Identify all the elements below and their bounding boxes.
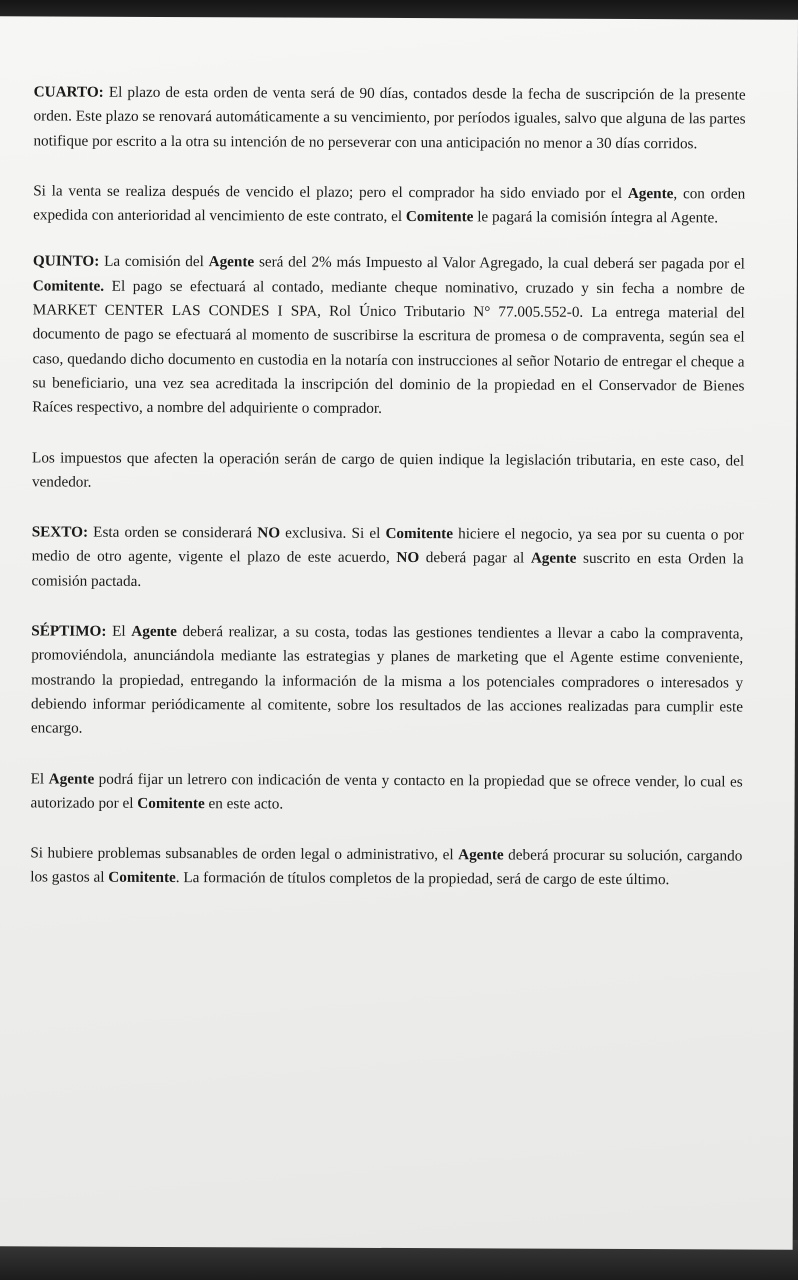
text-run: Esta orden se considerará xyxy=(87,523,258,542)
text-run: Si la venta se realiza después de vencido el plazo; pero el comprador ha sido enviado por el xyxy=(33,182,628,202)
text-run: será del 2% más Impuesto al Valor Agregado, la cual deberá ser pagada por el xyxy=(254,253,745,273)
text-run: suscrito en esta Orden la comisión pactada. xyxy=(31,550,744,590)
term-comitente: Comitente xyxy=(137,794,205,812)
term-no: NO xyxy=(257,524,281,542)
clause-septimo-paragraph-2 xyxy=(31,767,743,819)
term-comitente: Comitente xyxy=(405,208,474,226)
text-run: El pago se efectuará al contado, mediante cheque nominativo, cruzado y sin fecha a nombre de MARKET CENTER LAS CONDES I SPA, Rol Único Tributario N° 77.005.552-0. La entrega material del documento de pago se efectuará al momento de suscribirse la escritura de promesa o de compraventa, según sea el caso, quedando dicho documento en custodia en la notaría con instrucciones al señor Notario de entregar el cheque a su beneficiario, una vez sea acreditada la inscripción del dominio de la propiedad en el Conservador de Bienes Raíces respectivo, a nombre del adquiriente o comprador. xyxy=(32,277,745,418)
term-agente: Agente xyxy=(131,622,177,641)
term-comitente: Comitente xyxy=(385,525,454,543)
text-run: El xyxy=(30,769,49,788)
text-run: podrá fijar un letrero con indicación de venta y contacto en la propiedad que se ofrece vender, lo cual es autorizado por el xyxy=(30,770,743,812)
clause-cuarto xyxy=(33,80,745,156)
text-run: Los impuestos que afecten la operación serán de cargo de quien indique la legislación tributaria, en este caso, del vendedor. xyxy=(31,448,745,491)
text-run: , con orden expedida con anterioridad al vencimiento de este contrato, el xyxy=(33,185,746,226)
term-agente: Agente xyxy=(530,550,577,568)
text-run: Si hubiere problemas subsanables de orden legal o administrativo, el xyxy=(30,844,459,864)
term-agente: Agente xyxy=(48,770,95,788)
text-run: deberá pagar al xyxy=(419,549,531,568)
text-run: . La formación de títulos completos de la propiedad, será de cargo de este último. xyxy=(175,869,670,889)
text-run: deberá procurar su solución, cargando los gastos al xyxy=(30,846,743,887)
document-page xyxy=(0,16,798,1249)
term-comitente: Comitente. xyxy=(32,277,105,295)
clause-heading: SEXTO: xyxy=(31,523,89,541)
clause-quinto-paragraph-2 xyxy=(32,446,744,498)
term-agente: Agente xyxy=(627,184,674,203)
clause-quinto xyxy=(32,250,745,423)
term-no: NO xyxy=(396,549,420,567)
clause-text: El plazo de esta orden de venta será de 90 días, contados desde la fecha de suscripción de la presente orden. Este plazo se renovará automáticamente a su vencimiento, por períodos iguales, salvo que alguna de las partes notifique por escrito a la otra su intención de no perseverar con una anticipación no menor a 30 días corridos. xyxy=(33,83,746,152)
text-run: exclusiva. Si el xyxy=(279,524,386,543)
term-agente: Agente xyxy=(208,253,255,271)
clause-heading: QUINTO: xyxy=(32,252,100,271)
clause-cuarto-paragraph-2 xyxy=(33,179,745,231)
clause-heading: SÉPTIMO: xyxy=(31,622,107,640)
clause-sexto xyxy=(31,521,743,597)
text-run: La comisión del xyxy=(99,253,209,271)
text-run: en este acto. xyxy=(204,794,284,813)
clause-septimo-paragraph-3 xyxy=(30,842,742,894)
text-run: le pagará la comisión íntegra al Agente. xyxy=(473,208,719,227)
clause-septimo xyxy=(31,619,744,744)
clause-heading: CUARTO: xyxy=(33,83,104,101)
text-run: hiciere el negocio, ya sea por su cuenta o por medio de otro agente, vigente el plazo de este acuerdo, xyxy=(31,525,744,567)
term-comitente: Comitente xyxy=(108,869,176,887)
text-run: deberá realizar, a su costa, todas las gestiones tendientes a llevar a cabo la compraventa, promoviéndola, anunciándola mediante las estrategias y planes de marketing que el Agente estime conveniente, mostrando la propiedad, entregando la información de la misma a los potenciales compradores o interesados y debiendo informar periódicamente al comitente, sobre los resultados de las acciones realizadas para cumplir este encargo. xyxy=(30,623,744,737)
text-run: El xyxy=(106,622,132,640)
term-agente: Agente xyxy=(458,846,504,864)
